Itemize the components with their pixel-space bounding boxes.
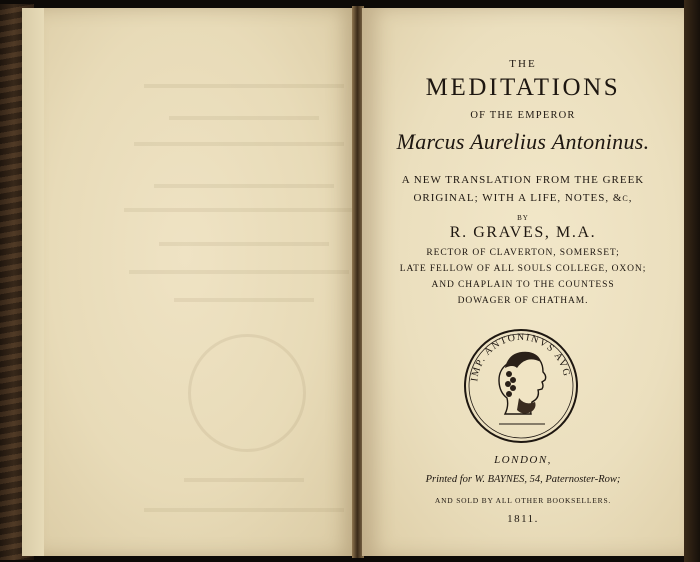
subtitle-line2: ORIGINAL; WITH A LIFE, NOTES, &c, xyxy=(413,192,633,204)
place-of-publication: LONDON, xyxy=(494,454,552,466)
publication-year: 1811. xyxy=(507,513,539,525)
medallion-inscription: IMP. ANTONINVS AVG xyxy=(469,331,573,383)
blank-left-page xyxy=(44,8,358,556)
author-credential-4: DOWAGER OF CHATHAM. xyxy=(457,296,589,306)
author-credential-1: RECTOR OF CLAVERTON, SOMERSET; xyxy=(426,248,620,258)
of-the-emperor: OF THE EMPEROR xyxy=(470,110,576,121)
book-title: MEDITATIONS xyxy=(425,74,621,101)
author-credential-2: LATE FELLOW OF ALL SOULS COLLEGE, OXON; xyxy=(399,264,647,274)
title-article: THE xyxy=(509,58,537,70)
by-label: BY xyxy=(517,214,529,222)
author-credential-3: AND CHAPLAIN TO THE COUNTESS xyxy=(431,280,615,290)
sold-by-line: AND SOLD BY ALL OTHER BOOKSELLERS. xyxy=(434,496,612,505)
emperor-medallion-image xyxy=(463,324,579,444)
author-name: R. GRAVES, M.A. xyxy=(449,224,597,241)
printer-line: Printed for W. BAYNES, 54, Paternoster-Row; xyxy=(425,474,621,485)
subtitle-line1: A NEW TRANSLATION FROM THE GREEK xyxy=(401,174,645,186)
emperor-name: Marcus Aurelius Antoninus. xyxy=(396,129,650,154)
book-cover-right xyxy=(684,0,700,562)
